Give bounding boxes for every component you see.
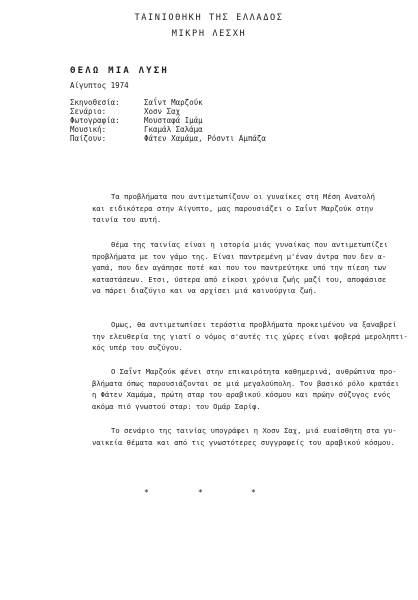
text-line: ναικεία θέματα και από τις γνωστότερες συγγραφείς του αραβικού κόσμου. [92, 437, 395, 447]
text-line: η Φάτεν Χαμάμα, πρώτη σταρ του αραβικού κόσμου και πρώην σύζυγος ενός [92, 390, 391, 400]
credit-value: Γκαμάλ Σαλάμα [144, 125, 203, 134]
text-line: προβλήματα με τον γάμο της. Είναι παντρεμένη μ'έναν άντρα που δεν α- [92, 251, 387, 261]
text-line: ταινία του αυτή. [92, 215, 162, 225]
text-line: γαπά, που δεν αγάπησε ποτέ και που τον παντρεύτηκε υπό την πίεση των [92, 263, 387, 273]
asterisk: * [144, 488, 149, 497]
paragraph-problems [92, 319, 408, 354]
text-line: και ειδικότερα στην Αίγυπτο, μας παρουσιάζει ο Σαΐντ Μαρζούκ στην [92, 203, 374, 213]
credit-row [70, 116, 203, 125]
film-title: ΘΕΛΩ ΜΙΑ ΛΥΣΗ [70, 66, 170, 76]
credit-label: Μουσική: [70, 125, 107, 134]
paragraph-theme [92, 239, 388, 297]
credit-value: Φάτεν Χαμάμα, Ρόσντι Αμπάζα [144, 134, 266, 143]
credit-row [70, 107, 180, 116]
text-line: καταστάσεων. Ετσι, ύστερα από είκοσι χρόνια ζωής μαζί του, αποφάσισε [92, 274, 387, 284]
text-line: βλήματα όπως παρουσιάζονται σε μιά μεγαλούπολη. Τον βασικό ρόλο κρατάει [92, 378, 400, 388]
credit-row [70, 134, 266, 143]
text-line: Τα προβλήματα που αντιμετωπίζουν οι γυναίκες στη Μέση Ανατολή [111, 192, 375, 201]
text-line: Ομως, θα αντιμετωπίσει τεράστια προβλήματα προκειμένου να ξαναβρεί [111, 320, 397, 329]
credit-row [70, 125, 203, 134]
asterisk: * [251, 488, 256, 497]
credit-value: Μουσταφά Ιμάμ [144, 116, 203, 125]
paragraph-director [92, 366, 400, 412]
club-name: ΜΙΚΡΗ ΛΕΣΧΗ [171, 29, 247, 39]
text-line: να πάρει διαζύγιο και να αρχίσει μιά καινούργια ζωή. [92, 286, 318, 296]
asterisk: * [198, 488, 203, 497]
credit-label: Παίζουν: [70, 134, 107, 143]
credit-value: Χοσν Σαχ [144, 107, 181, 116]
credit-row [70, 98, 203, 107]
credit-label: Σκηνοθεσία: [70, 98, 120, 107]
paragraph-intro [92, 191, 375, 226]
organization-name: ΤΑΙΝΙΟΘΗΚΗ ΤΗΣ ΕΛΛΑΔΟΣ [134, 13, 284, 23]
paragraph-screenplay [92, 425, 397, 448]
text-line: Θέμα της ταινίας είναι η ιστορία μιάς γυναίκας που αντιμετωπίζει [111, 240, 388, 249]
credit-value: Σαΐντ Μαρζούκ [144, 98, 203, 107]
text-line: Το σενάριο της ταινίας υπογράφει η Χοσν Σαχ, μιά ευαίσθητη στα γυ- [111, 426, 397, 435]
credit-label: Φωτογραφία: [70, 116, 120, 125]
text-line: κός υπέρ του συζύγου. [92, 343, 183, 353]
film-origin: Αίγυπτος 1974 [70, 81, 129, 90]
text-line: Ο Σαΐντ Μαρζούκ φένει στην επικαιρότητα καθημερινά, ανθρώπινα προ- [111, 367, 397, 376]
credit-label: Σενάριο: [70, 107, 107, 116]
text-line: την ελευθερία της γιατί ο νόμος σ'αυτές τις χώρες είναι φοβερά μεροληπτι- [92, 331, 408, 341]
text-line: ακόμα πιό γνωστού σταρ: του Ομάρ Σαρίφ. [92, 401, 261, 411]
